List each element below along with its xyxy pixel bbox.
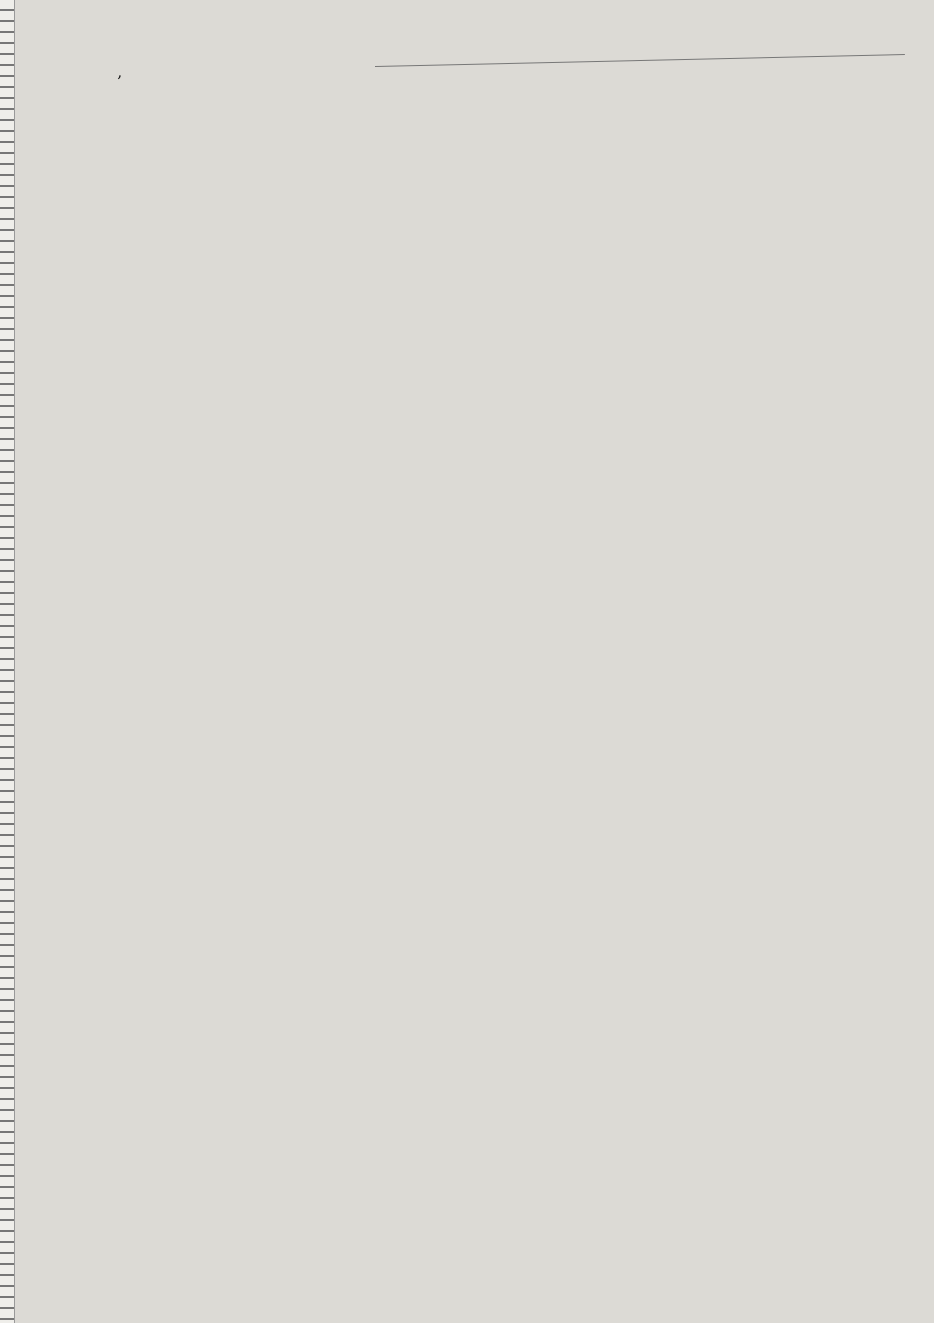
- spiral-binding: [0, 0, 15, 1323]
- reading-passage: [62, 49, 912, 86]
- passage-paragraph-1: ,: [117, 62, 123, 82]
- worksheet: [62, 47, 912, 82]
